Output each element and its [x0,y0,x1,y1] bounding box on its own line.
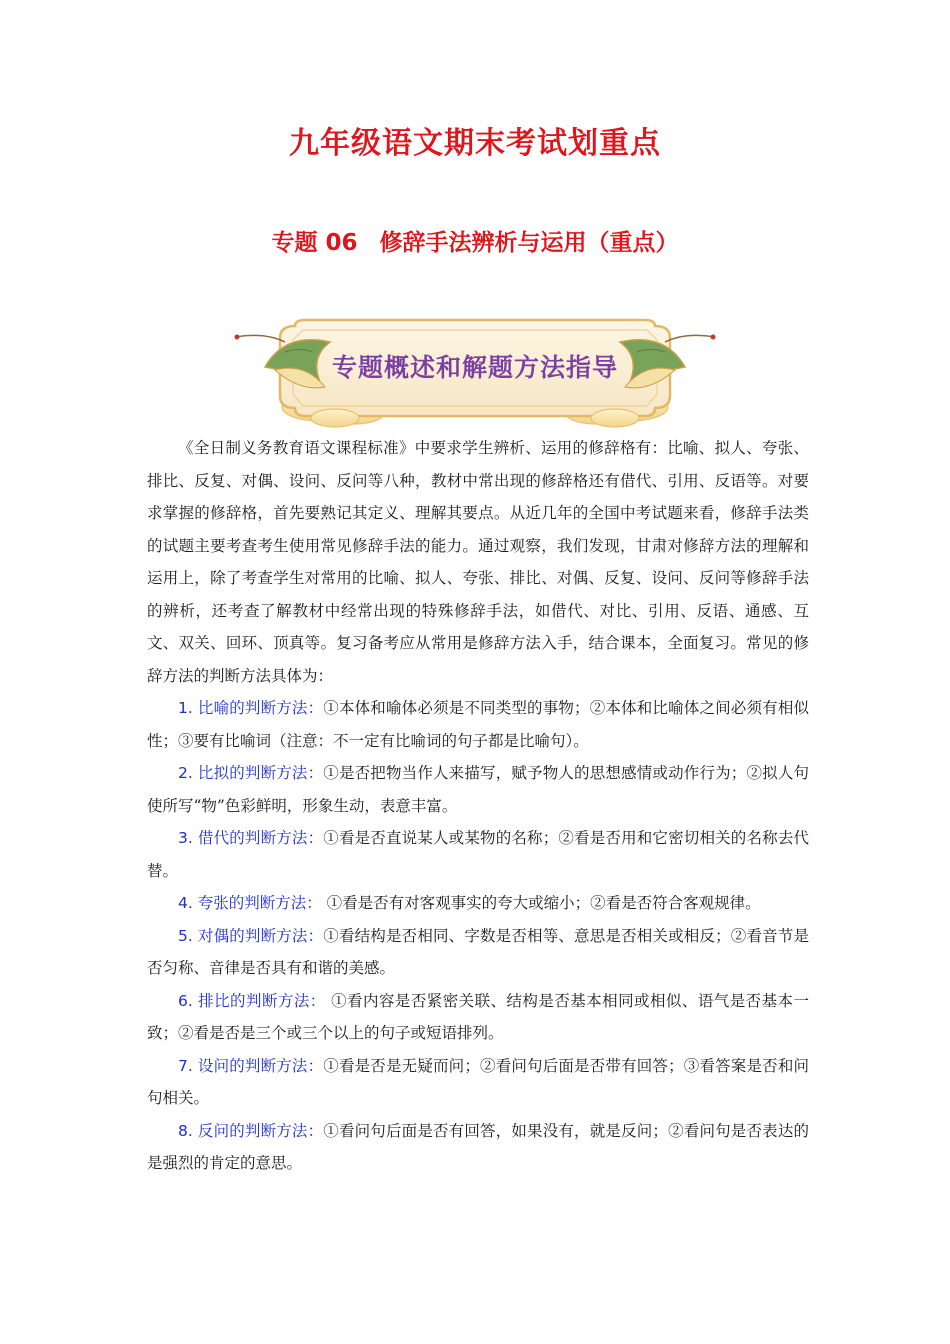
topic-name: 修辞手法辨析与运用（重点） [379,230,679,256]
method-label: 5. 对偶的判断方法： [178,926,324,945]
method-item [147,757,809,822]
method-label: 4. 夸张的判断方法： [178,894,322,912]
banner-title: 专题概述和解题方法指导 [331,353,618,382]
method-item [147,692,809,757]
page-title: 九年级语文期末考试划重点 [289,126,661,161]
method-label: 6. 排比的判断方法： [178,991,326,1010]
method-text: ①本体和喻体必须是不同类型的事物；②本体和比喻体之间必须有相似性；③要有比喻词（注意：不一定有比喻词的句子都是比喻句）。 [147,699,809,750]
method-label: 7. 设问的判断方法： [178,1056,324,1075]
method-label: 1. 比喻的判断方法： [178,699,324,717]
section-banner [225,312,725,430]
method-item [147,1050,809,1115]
method-label: 3. 借代的判断方法： [178,829,324,847]
method-label: 2. 比拟的判断方法： [178,764,324,782]
method-text: ①看是否直说某人或某物的名称；②看是否用和它密切相关的名称去代替。 [147,829,809,880]
method-item [147,920,809,985]
method-text: ①看是否是无疑而问；②看问句后面是否带有回答；③看答案是否和问句相关。 [147,1056,809,1107]
document-body [147,432,809,1180]
topic-number: 专题 06 [271,230,358,256]
method-item [147,1115,809,1180]
intro-paragraph: 《全日制义务教育语文课程标准》中要求学生辨析、运用的修辞格有：比喻、拟人、夸张、排比、反复、对偶、设问、反问等八种，教材中常出现的修辞格还有借代、引用、反语等。对要求掌握的修辞格，首先要熟记其定义、理解其要点。从近几年的全国中考试题来看，修辞手法类的试题主要考查考生使用常见修辞手法的能力。通过观察，我们发现，甘肃对修辞方法的理解和运用上，除了考查学生对常用的比喻、拟人、夸张、排比、对偶、反复、设问、反问等修辞手法的辨析，还考查了解教材中经常出现的特殊修辞手法，如借代、对比、引用、反语、通感、互文、双关、回环、顶真等。复习备考应从常用是修辞方法入手，结合课本，全面复习。常见的修辞方法的判断方法具体为： [147,439,809,685]
topic-title [0,224,950,257]
method-text: ①看是否有对客观事实的夸大或缩小；②看是否符合客观规律。 [321,894,761,912]
method-text: ①看问句后面是否有回答，如果没有，就是反问；②看问句是否表达的是强烈的肯定的意思。 [147,1121,809,1172]
method-text: ①看内容是否紧密关联、结构是否基本相同或相似、语气是否基本一致；②看是否是三个或三个以上的句子或短语排列。 [147,991,809,1042]
method-label: 8. 反问的判断方法： [178,1121,324,1140]
method-item [147,887,809,920]
method-text: ①看结构是否相同、字数是否相等、意思是否相关或相反；②看音节是否匀称、音律是否具有和谐的美感。 [147,926,809,977]
method-item [147,822,809,887]
method-text: ①是否把物当作人来描写，赋予物人的思想感情或动作行为；②拟人句使所写“物”色彩鲜明，形象生动，表意丰富。 [147,764,809,815]
method-item [147,985,809,1050]
